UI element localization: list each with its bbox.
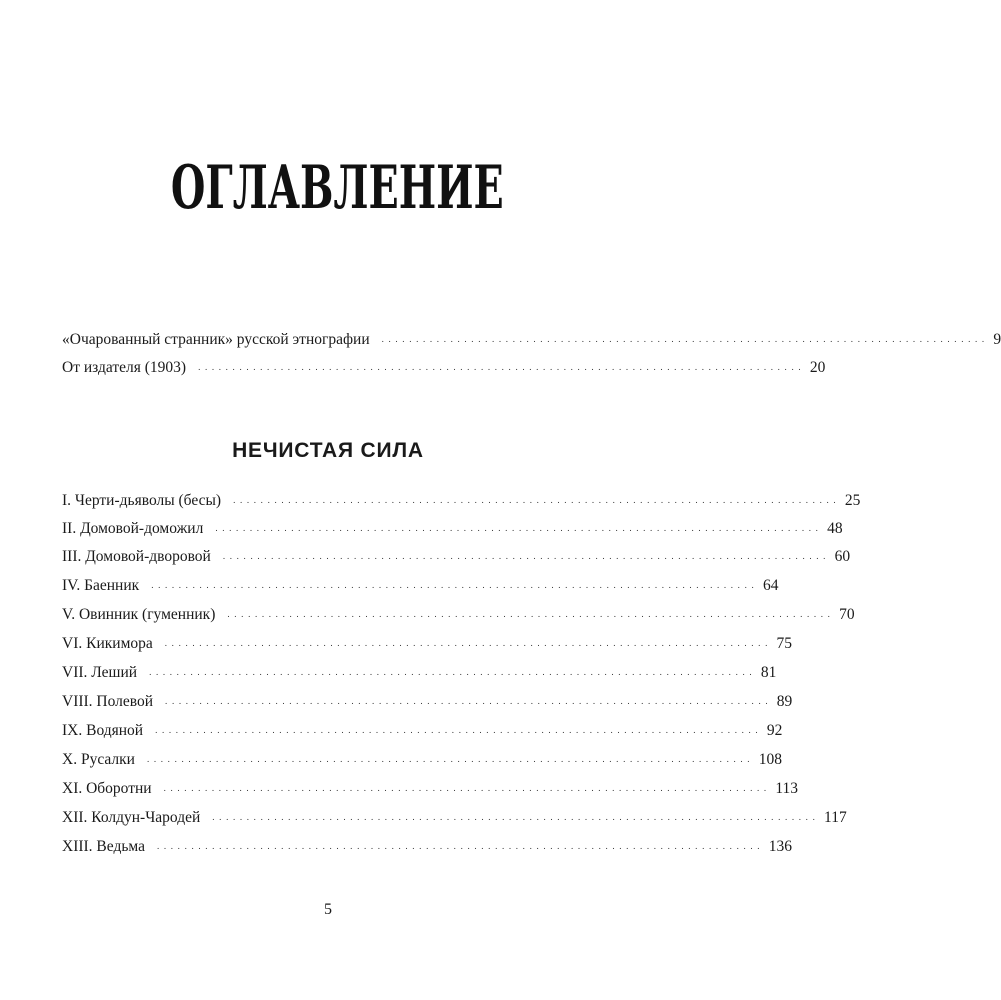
toc-entry-page: 48	[827, 520, 843, 537]
toc-entry-title: XI. Оборотни	[62, 780, 152, 797]
toc-entry[interactable]	[62, 805, 847, 831]
toc-entry[interactable]	[62, 544, 851, 570]
toc-entry-page: 20	[809, 359, 826, 376]
dot-leader: . . . . . . . . . . . . . . . . . . . . . . . . . . . . . . . . . . . . . . . . . . . . . . . . . . . . . . . . . . . . . . . . . . . . . . . . . . . . . . . . . . . . . . . .	[215, 523, 820, 533]
toc-entry-title: II. Домовой-доможил	[62, 520, 204, 537]
toc-entry[interactable]	[62, 776, 799, 802]
toc-entry[interactable]	[62, 747, 782, 773]
toc-entry[interactable]	[62, 660, 777, 686]
toc-entry[interactable]	[62, 689, 793, 715]
toc-entry-title: I. Черти-дьяволы (бесы)	[62, 492, 222, 509]
dot-leader: . . . . . . . . . . . . . . . . . . . . . . . . . . . . . . . . . . . . . . . . . . . . . . . . . . . . . . . . . . . . . . . . . . . . . . . . . . . . . . . . . . . . . . . .	[222, 551, 827, 561]
page-title: ОГЛАВЛЕНИЕ	[170, 153, 504, 223]
toc-entry-page: 108	[758, 751, 782, 768]
toc-entry-title: IV. Баенник	[62, 577, 140, 594]
toc-entry-page: 9	[993, 331, 1001, 348]
toc-entry-page: 92	[766, 722, 783, 739]
dot-leader: . . . . . . . . . . . . . . . . . . . . . . . . . . . . . . . . . . . . . . . . . . . . . . . . . . . . . . . . . . . . . . . . . . . . . . . . . . . . . . . . . . . . . . . .	[151, 580, 755, 590]
dot-leader: . . . . . . . . . . . . . . . . . . . . . . . . . . . . . . . . . . . . . . . . . . . . . . . . . . . . . . . . . . . . . . . . . . . . . . . . . . . . . . . . . . . . . . . .	[146, 754, 751, 764]
dot-leader: . . . . . . . . . . . . . . . . . . . . . . . . . . . . . . . . . . . . . . . . . . . . . . . . . . . . . . . . . . . . . . . . . . . . . . . . . . . . . . . . . . . . . . . .	[155, 725, 759, 735]
dot-leader: . . . . . . . . . . . . . . . . . . . . . . . . . . . . . . . . . . . . . . . . . . . . . . . . . . . . . . . . . . . . . . . . . . . . . . . . . . . . . . . . . . . . . . . .	[163, 783, 768, 793]
toc-entry-title: V. Овинник (гуменник)	[62, 606, 216, 623]
dot-leader: . . . . . . . . . . . . . . . . . . . . . . . . . . . . . . . . . . . . . . . . . . . . . . . . . . . . . . . . . . . . . . . . . . . . . . . . . . . . . . . . . . . . . . . .	[164, 638, 769, 648]
section-heading: НЕЧИСТАЯ СИЛА	[232, 439, 424, 462]
dot-leader: . . . . . . . . . . . . . . . . . . . . . . . . . . . . . . . . . . . . . . . . . . . . . . . . . . . . . . . . . . . . . . . . . . . . . . . . . . . . . . . . . . . . . . . .	[227, 609, 832, 619]
dot-leader: . . . . . . . . . . . . . . . . . . . . . . . . . . . . . . . . . . . . . . . . . . . . . . . . . . . . . . . . . . . . . . . . . . . . . . . . . . . . . . . . . . . . . . . .	[165, 696, 769, 706]
toc-entry-title: VI. Кикимора	[62, 635, 153, 652]
dot-leader: . . . . . . . . . . . . . . . . . . . . . . . . . . . . . . . . . . . . . . . . . . . . . . . . . . . . . . . . . . . . . . . . . . . . . . . . . . . . . . . . . . . . . . . .	[212, 812, 817, 822]
toc-entry-title: X. Русалки	[62, 751, 135, 768]
toc-entry[interactable]	[62, 488, 861, 514]
page-number: 5	[324, 901, 332, 918]
toc-entry[interactable]	[62, 718, 783, 744]
toc-entry-page: 25	[844, 492, 861, 509]
dot-leader: . . . . . . . . . . . . . . . . . . . . . . . . . . . . . . . . . . . . . . . . . . . . . . . . . . . . . . . . . . . . . . . . . . . . . . . . . . . . . . . . . . . . . . . .	[198, 362, 802, 372]
toc-entry[interactable]	[62, 355, 826, 381]
toc-entry-title: XIII. Ведьма	[62, 838, 145, 855]
toc-entry-page: 117	[824, 809, 847, 826]
toc-entry-page: 75	[776, 635, 793, 652]
toc-entry-page: 60	[834, 548, 851, 565]
toc-entry-page: 64	[762, 577, 779, 594]
toc-entry-page: 113	[775, 780, 799, 797]
toc-entry-title: VII. Леший	[62, 664, 138, 681]
dot-leader: . . . . . . . . . . . . . . . . . . . . . . . . . . . . . . . . . . . . . . . . . . . . . . . . . . . . . . . . . . . . . . . . . . . . . . . . . . . . . . . . . . . . . . . .	[156, 841, 761, 851]
toc-entry-page: 81	[760, 664, 777, 681]
toc-entry-page: 136	[768, 838, 792, 855]
toc-entry[interactable]	[62, 834, 792, 860]
toc-entry[interactable]	[62, 516, 843, 542]
toc-entry-title: VIII. Полевой	[62, 693, 154, 710]
toc-entry[interactable]	[62, 602, 855, 628]
toc-entry-page: 89	[776, 693, 793, 710]
toc-entry-title: IX. Водяной	[62, 722, 144, 739]
toc-entry-title: III. Домовой-дворовой	[62, 548, 211, 565]
toc-entry-title: «Очарованный странник» русской этнографии	[62, 331, 370, 348]
toc-entry-page: 70	[839, 606, 855, 623]
dot-leader: . . . . . . . . . . . . . . . . . . . . . . . . . . . . . . . . . . . . . . . . . . . . . . . . . . . . . . . . . . . . . . . . . . . . . . . . . . . . . . . . . . . . . . . .	[149, 667, 753, 677]
toc-entry-title: XII. Колдун-Чародей	[62, 809, 201, 826]
dot-leader: . . . . . . . . . . . . . . . . . . . . . . . . . . . . . . . . . . . . . . . . . . . . . . . . . . . . . . . . . . . . . . . . . . . . . . . . . . . . . . . . . . . . . . . .	[381, 334, 986, 344]
toc-entry-title: От издателя (1903)	[62, 359, 187, 376]
toc-entry[interactable]	[62, 327, 1001, 353]
toc-entry[interactable]	[62, 631, 793, 657]
toc-entry[interactable]	[62, 573, 779, 599]
dot-leader: . . . . . . . . . . . . . . . . . . . . . . . . . . . . . . . . . . . . . . . . . . . . . . . . . . . . . . . . . . . . . . . . . . . . . . . . . . . . . . . . . . . . . . . .	[233, 495, 837, 505]
